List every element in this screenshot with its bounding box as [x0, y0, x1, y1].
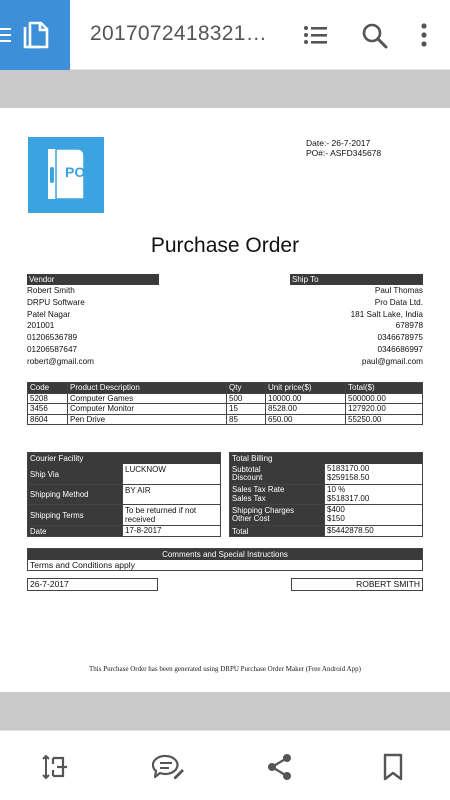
- ship-to-line: paul@gmail.com: [361, 356, 423, 366]
- billing-row: [230, 504, 422, 525]
- courier-label: Date: [28, 526, 122, 536]
- document-icon: [21, 20, 49, 50]
- billing-row: [230, 484, 422, 504]
- column-header: Unit price($): [266, 383, 346, 394]
- ship-to-line: 0346678975: [377, 333, 423, 343]
- bottom-toolbar: [0, 730, 450, 800]
- ship-to-line: Paul Thomas: [374, 286, 423, 295]
- billing-header: Total Billing: [230, 453, 422, 464]
- column-header: Total($): [346, 383, 423, 394]
- courier-row: [28, 504, 220, 525]
- cell: 500000.00: [346, 393, 423, 404]
- courier-row: [28, 464, 220, 484]
- purchase-order-page: [0, 108, 450, 692]
- comments-box: [27, 548, 423, 571]
- cell: 127920.00: [346, 404, 423, 415]
- list-icon[interactable]: [303, 22, 329, 48]
- ship-to-line: 181 Salt Lake, India: [350, 309, 423, 319]
- po-date: Date:- 26-7-2017: [306, 138, 371, 148]
- billing-label: Shipping Charges: [232, 505, 294, 515]
- po-logo: [28, 137, 104, 213]
- footer-note: This Purchase Order has been generated using DRPU Purchase Order Maker (Free Android App): [89, 665, 361, 673]
- cell: 5208: [28, 393, 68, 404]
- ship-to-line: 0346686997: [377, 344, 423, 354]
- courier-row: [28, 484, 220, 504]
- cell: Computer Monitor: [68, 404, 227, 415]
- billing-value: 5183170.00: [327, 464, 370, 473]
- vendor-header: Vendor: [27, 274, 159, 285]
- document-title: Purchase Order: [150, 234, 300, 257]
- po-number: PO#:- ASFD345678: [306, 148, 382, 158]
- cell: 8528.00: [266, 404, 346, 415]
- viewer-gray-band-bottom: [0, 692, 450, 730]
- po-date-block: [306, 138, 381, 158]
- table-row: [28, 414, 423, 425]
- crop-icon[interactable]: [41, 753, 69, 781]
- menu-icon: [0, 28, 11, 46]
- billing-value: $5442878.50: [324, 526, 422, 536]
- billing-label: Subtotal: [232, 464, 261, 474]
- sign-date: 26-7-2017: [27, 578, 158, 591]
- table-row: [28, 393, 423, 404]
- documents-button[interactable]: [0, 0, 70, 70]
- courier-value: LUCKNOW: [122, 464, 220, 484]
- column-header: Code: [28, 383, 68, 394]
- file-title: 2017072418321…: [90, 22, 268, 45]
- comment-edit-icon[interactable]: [152, 753, 184, 781]
- more-vert-icon[interactable]: [418, 22, 430, 48]
- billing-label: Discount: [232, 473, 263, 482]
- courier-row: [28, 525, 220, 536]
- ship-to-line: 678978: [395, 321, 423, 331]
- courier-value: To be returned if not received: [122, 505, 220, 525]
- ship-to-header: Ship To: [290, 274, 423, 285]
- signature-name: ROBERT SMITH: [291, 578, 423, 591]
- comments-text: Terms and Conditions apply: [30, 560, 135, 570]
- search-icon[interactable]: [361, 22, 389, 50]
- courier-label: Shipping Terms: [28, 505, 122, 525]
- billing-value: $400: [327, 505, 345, 514]
- cell: Pen Drive: [68, 414, 227, 425]
- courier-value: 17-8-2017: [122, 526, 220, 536]
- cell: 650.00: [266, 414, 346, 425]
- cell: 10000.00: [266, 393, 346, 404]
- table-row: [28, 404, 423, 415]
- svg-text:PO: PO: [65, 164, 86, 180]
- cell: 8604: [28, 414, 68, 425]
- column-header: Product Description: [68, 383, 227, 394]
- billing-value: $150: [327, 513, 345, 523]
- courier-facility-box: [27, 452, 221, 537]
- courier-value: BY AIR: [122, 485, 220, 504]
- column-header: Qty: [227, 383, 266, 394]
- cell: 500: [227, 393, 266, 404]
- vendor-line: Robert Smith: [27, 286, 75, 295]
- billing-value: $518317.00: [327, 493, 370, 503]
- total-billing-box: [229, 452, 423, 537]
- items-table: [27, 382, 423, 425]
- courier-label: Ship Via: [28, 464, 122, 484]
- vendor-line: 01206587647: [27, 344, 78, 354]
- cell: 85: [227, 414, 266, 425]
- vendor-line: robert@gmail.com: [27, 356, 95, 366]
- billing-value: 10 %: [327, 485, 346, 494]
- billing-value: $259158.50: [327, 472, 370, 482]
- bookmark-icon[interactable]: [383, 753, 403, 781]
- billing-row: [230, 464, 422, 484]
- share-icon[interactable]: [267, 753, 293, 781]
- vendor-line: Patel Nagar: [27, 309, 71, 319]
- courier-header: Courier Facility: [28, 453, 220, 464]
- courier-label: Shipping Method: [28, 485, 122, 504]
- billing-label: Sales Tax: [232, 493, 266, 503]
- cell: Computer Games: [68, 393, 227, 404]
- vendor-line: 201001: [27, 321, 55, 331]
- top-app-bar: [0, 0, 450, 70]
- billing-label: Other Cost: [232, 514, 270, 523]
- items-header-row: [28, 383, 423, 394]
- ship-to-section: [290, 274, 423, 368]
- vendor-section: [27, 274, 159, 368]
- cell: 15: [227, 404, 266, 415]
- comments-header: Comments and Special Instructions: [28, 549, 422, 560]
- billing-label: Total: [230, 526, 324, 536]
- ship-to-line: Pro Data Ltd.: [374, 297, 423, 307]
- billing-row: [230, 525, 422, 536]
- vendor-line: DRPU Software: [27, 297, 85, 307]
- cell: 3456: [28, 404, 68, 415]
- viewer-gray-band-top: [0, 70, 450, 108]
- vendor-line: 01206536789: [27, 333, 78, 343]
- cell: 55250.00: [346, 414, 423, 425]
- billing-label: Sales Tax Rate: [232, 485, 285, 494]
